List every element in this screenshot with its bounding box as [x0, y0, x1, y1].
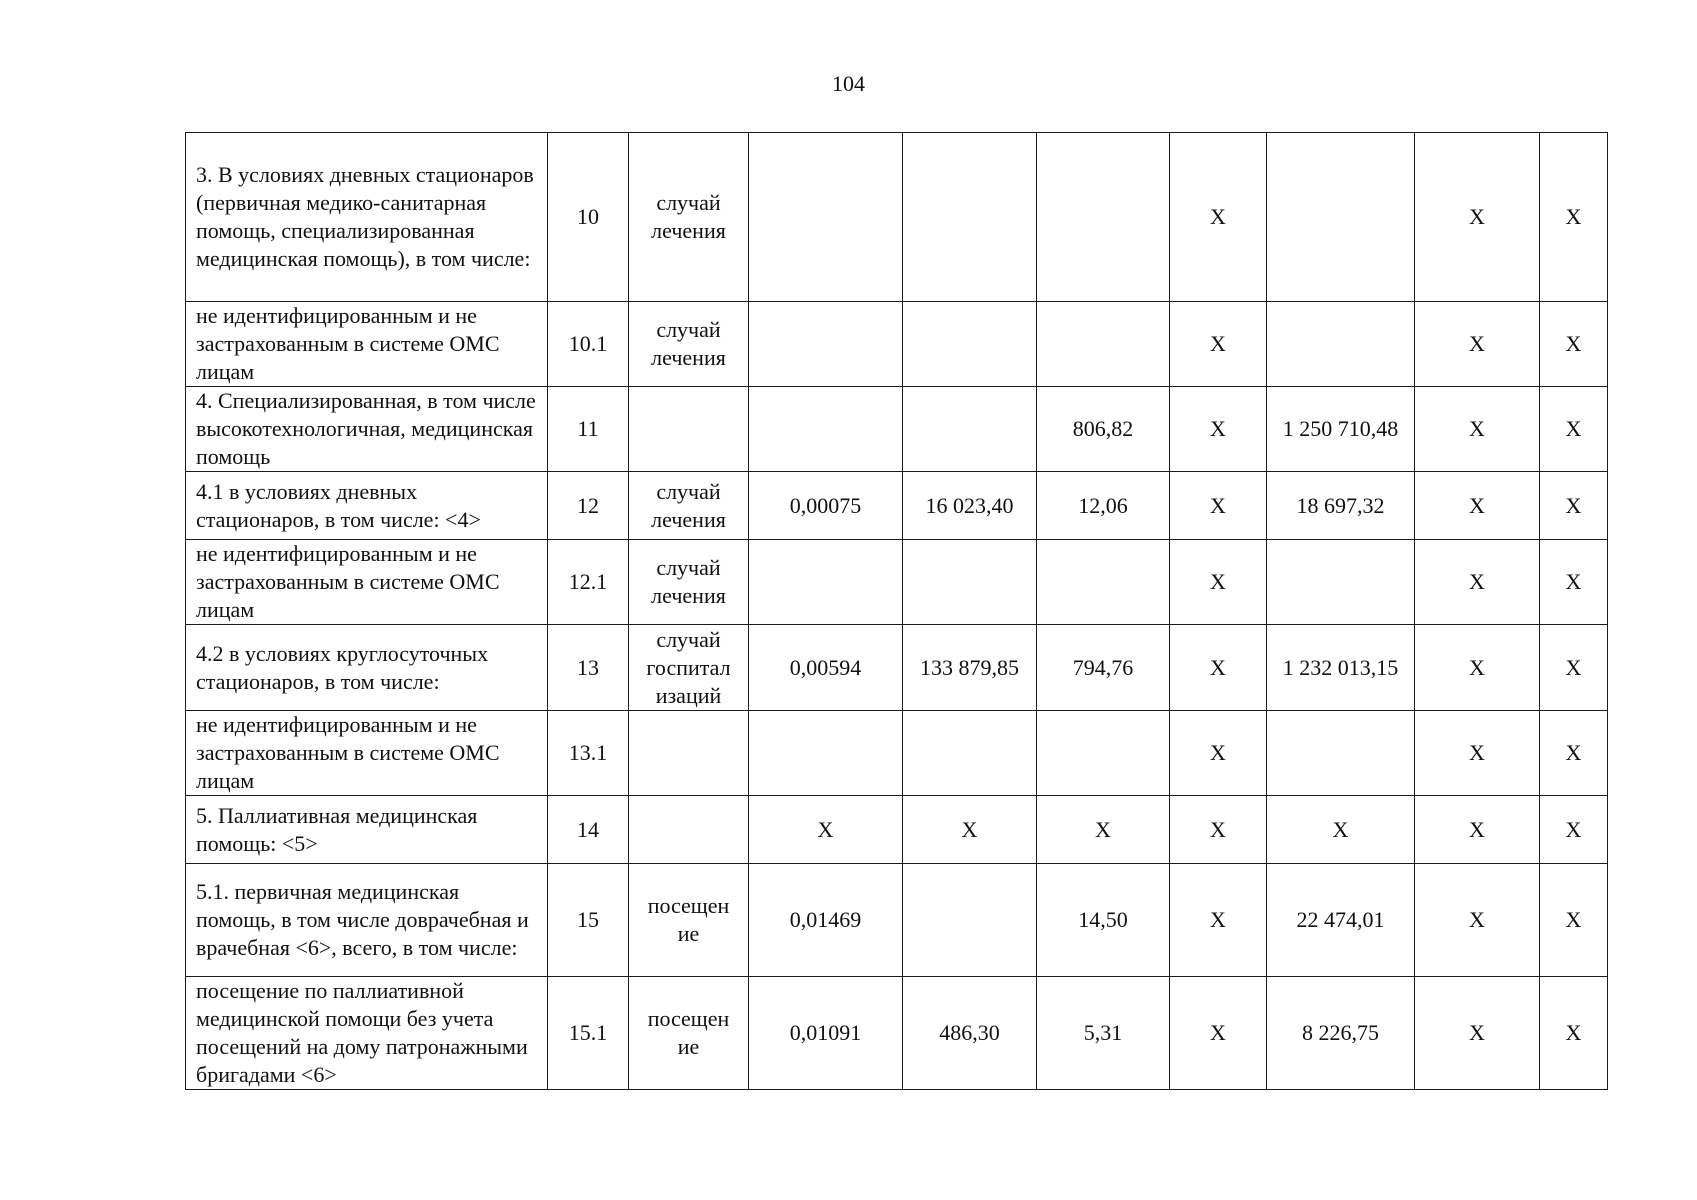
value-cell: [903, 387, 1037, 472]
row-number-cell: 15: [548, 864, 629, 977]
value-cell: X: [749, 796, 903, 864]
table-row: [186, 540, 1608, 625]
row-name-cell: 5. Паллиативная медицинская помощь: <5>: [186, 796, 548, 864]
value-cell: [903, 133, 1037, 302]
value-cell: X: [1540, 302, 1608, 387]
unit-cell: [629, 387, 749, 472]
value-cell: [1037, 133, 1170, 302]
value-cell: X: [1037, 796, 1170, 864]
value-cell: X: [903, 796, 1037, 864]
value-cell: X: [1415, 540, 1540, 625]
row-name-cell: посещение по паллиативной медицинской помощи без учета посещений на дому патронажными бригадами <6>: [186, 977, 548, 1090]
value-cell: X: [1540, 711, 1608, 796]
row-name-cell: 4. Специализированная, в том числе высокотехнологичная, медицинская помощь: [186, 387, 548, 472]
value-cell: 22 474,01: [1267, 864, 1415, 977]
row-number-cell: 14: [548, 796, 629, 864]
value-cell: [1037, 711, 1170, 796]
value-cell: X: [1540, 625, 1608, 711]
value-cell: 0,00594: [749, 625, 903, 711]
value-cell: [903, 302, 1037, 387]
value-cell: 5,31: [1037, 977, 1170, 1090]
row-number-cell: 13: [548, 625, 629, 711]
value-cell: [903, 540, 1037, 625]
table-row: [186, 387, 1608, 472]
value-cell: X: [1415, 977, 1540, 1090]
value-cell: 16 023,40: [903, 472, 1037, 540]
value-cell: X: [1170, 625, 1267, 711]
row-name-cell: 4.2 в условиях круглосуточных стационаров, в том числе:: [186, 625, 548, 711]
value-cell: [749, 302, 903, 387]
table-row: [186, 625, 1608, 711]
value-cell: X: [1415, 625, 1540, 711]
value-cell: X: [1170, 977, 1267, 1090]
unit-cell: [629, 711, 749, 796]
unit-cell: случай лечения: [629, 472, 749, 540]
page-number: 104: [832, 71, 865, 96]
unit-cell: случай госпитал изаций: [629, 625, 749, 711]
row-number-cell: 10.1: [548, 302, 629, 387]
value-cell: X: [1170, 864, 1267, 977]
value-cell: X: [1170, 133, 1267, 302]
row-name-cell: 4.1 в условиях дневных стационаров, в том числе: <4>: [186, 472, 548, 540]
unit-cell: [629, 796, 749, 864]
value-cell: X: [1415, 864, 1540, 977]
value-cell: [749, 711, 903, 796]
value-cell: X: [1415, 302, 1540, 387]
value-cell: 18 697,32: [1267, 472, 1415, 540]
value-cell: X: [1267, 796, 1415, 864]
value-cell: [749, 387, 903, 472]
value-cell: X: [1170, 796, 1267, 864]
row-number-cell: 12: [548, 472, 629, 540]
value-cell: [1267, 302, 1415, 387]
value-cell: X: [1540, 796, 1608, 864]
value-cell: X: [1170, 472, 1267, 540]
value-cell: X: [1540, 540, 1608, 625]
value-cell: X: [1170, 540, 1267, 625]
table-row: [186, 472, 1608, 540]
value-cell: 1 232 013,15: [1267, 625, 1415, 711]
table-row: [186, 977, 1608, 1090]
value-cell: X: [1170, 387, 1267, 472]
value-cell: X: [1540, 133, 1608, 302]
value-cell: [749, 133, 903, 302]
table-row: [186, 864, 1608, 977]
row-name-cell: 5.1. первичная медицинская помощь, в том числе доврачебная и врачебная <6>, всего, в том числе:: [186, 864, 548, 977]
value-cell: X: [1415, 133, 1540, 302]
unit-cell: случай лечения: [629, 133, 749, 302]
table-row: [186, 302, 1608, 387]
value-cell: 794,76: [1037, 625, 1170, 711]
value-cell: X: [1415, 472, 1540, 540]
value-cell: [1037, 540, 1170, 625]
value-cell: X: [1540, 864, 1608, 977]
value-cell: X: [1540, 387, 1608, 472]
value-cell: X: [1415, 387, 1540, 472]
value-cell: [903, 711, 1037, 796]
row-number-cell: 13.1: [548, 711, 629, 796]
value-cell: [1037, 302, 1170, 387]
value-cell: 0,00075: [749, 472, 903, 540]
unit-cell: случай лечения: [629, 302, 749, 387]
value-cell: [749, 540, 903, 625]
value-cell: X: [1415, 796, 1540, 864]
value-cell: X: [1540, 977, 1608, 1090]
value-cell: 806,82: [1037, 387, 1170, 472]
value-cell: 486,30: [903, 977, 1037, 1090]
row-name-cell: 3. В условиях дневных стационаров (первичная медико-санитарная помощь, специализированная медицинская помощь), в том числе:: [186, 133, 548, 302]
value-cell: X: [1540, 472, 1608, 540]
row-number-cell: 12.1: [548, 540, 629, 625]
value-cell: 8 226,75: [1267, 977, 1415, 1090]
value-cell: [1267, 711, 1415, 796]
row-number-cell: 15.1: [548, 977, 629, 1090]
row-number-cell: 10: [548, 133, 629, 302]
value-cell: X: [1170, 302, 1267, 387]
value-cell: 12,06: [1037, 472, 1170, 540]
row-name-cell: не идентифицированным и не застрахованным в системе ОМС лицам: [186, 711, 548, 796]
unit-cell: случай лечения: [629, 540, 749, 625]
unit-cell: посещен ие: [629, 977, 749, 1090]
value-cell: 0,01091: [749, 977, 903, 1090]
value-cell: X: [1170, 711, 1267, 796]
row-number-cell: 11: [548, 387, 629, 472]
unit-cell: посещен ие: [629, 864, 749, 977]
value-cell: 14,50: [1037, 864, 1170, 977]
value-cell: [1267, 133, 1415, 302]
value-cell: [1267, 540, 1415, 625]
row-name-cell: не идентифицированным и не застрахованным в системе ОМС лицам: [186, 540, 548, 625]
value-cell: 1 250 710,48: [1267, 387, 1415, 472]
table-row: [186, 133, 1608, 302]
value-cell: [903, 864, 1037, 977]
medical-care-table: [185, 132, 1608, 1090]
value-cell: 133 879,85: [903, 625, 1037, 711]
value-cell: X: [1415, 711, 1540, 796]
table-row: [186, 711, 1608, 796]
row-name-cell: не идентифицированным и не застрахованным в системе ОМС лицам: [186, 302, 548, 387]
table-row: [186, 796, 1608, 864]
value-cell: 0,01469: [749, 864, 903, 977]
